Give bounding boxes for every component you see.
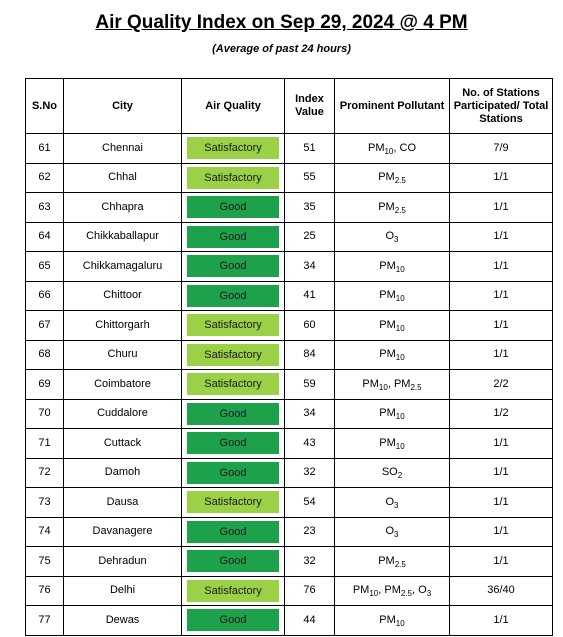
- cell-air-quality: [182, 517, 285, 547]
- pollutant-subscript: 10: [395, 264, 405, 274]
- cell-city: Churu: [64, 340, 182, 370]
- aqi-table: [25, 78, 553, 636]
- cell-stations: 1/1: [450, 311, 553, 341]
- pollutant-name: PM: [384, 584, 401, 597]
- cell-index-value: 32: [285, 547, 335, 577]
- pollutant-subscript: 10: [395, 323, 405, 333]
- cell-prominent-pollutant: [335, 281, 450, 311]
- cell-prominent-pollutant: [335, 606, 450, 636]
- air-quality-badge-good: Good: [187, 285, 279, 307]
- table-row: [26, 517, 553, 547]
- cell-index-value: 25: [285, 222, 335, 252]
- pollutant-name: PM: [379, 613, 396, 626]
- pollutant-name: SO: [381, 466, 398, 479]
- table-row: [26, 606, 553, 636]
- pollutant-subscript: 3: [394, 500, 399, 510]
- cell-sno: 73: [26, 488, 64, 518]
- header-stations: No. of Stations Participated/ Total Stations: [450, 79, 553, 134]
- cell-air-quality: [182, 163, 285, 193]
- cell-stations: 7/9: [450, 134, 553, 164]
- cell-city: Dewas: [64, 606, 182, 636]
- page-subtitle: (Average of past 24 hours): [212, 43, 351, 55]
- air-quality-badge-good: Good: [187, 196, 279, 218]
- cell-air-quality: [182, 429, 285, 459]
- pollutant-name: O: [418, 584, 427, 597]
- pollutant-subscript: 2: [397, 471, 403, 481]
- cell-index-value: 34: [285, 399, 335, 429]
- cell-stations: 1/1: [450, 281, 553, 311]
- cell-city: Chittoor: [64, 281, 182, 311]
- pollutant-subscript: 10: [395, 441, 405, 451]
- cell-sno: 72: [26, 458, 64, 488]
- cell-air-quality: [182, 134, 285, 164]
- cell-sno: 67: [26, 311, 64, 341]
- cell-index-value: 55: [285, 163, 335, 193]
- cell-city: Damoh: [64, 458, 182, 488]
- pollutant-subscript: 3: [394, 235, 399, 245]
- cell-city: Chennai: [64, 134, 182, 164]
- air-quality-badge-satisfactory: Satisfactory: [187, 373, 279, 395]
- cell-sno: 63: [26, 193, 64, 223]
- air-quality-badge-satisfactory: Satisfactory: [187, 167, 279, 189]
- cell-air-quality: [182, 370, 285, 400]
- air-quality-badge-good: Good: [187, 255, 279, 277]
- table-row: [26, 134, 553, 164]
- cell-index-value: 84: [285, 340, 335, 370]
- cell-sno: 68: [26, 340, 64, 370]
- cell-stations: 1/2: [450, 399, 553, 429]
- cell-stations: 1/1: [450, 517, 553, 547]
- table-row: [26, 370, 553, 400]
- cell-stations: 1/1: [450, 252, 553, 282]
- cell-prominent-pollutant: [335, 222, 450, 252]
- air-quality-badge-good: Good: [187, 226, 279, 248]
- table-header-row: [26, 79, 553, 134]
- cell-city: Delhi: [64, 576, 182, 606]
- cell-city: Chhal: [64, 163, 182, 193]
- cell-prominent-pollutant: $PM_{10}$, $PM_{2.5}$: [335, 370, 450, 400]
- table-row: [26, 576, 553, 606]
- pollutant-name: O: [385, 495, 395, 508]
- pollutant-subscript: 10: [384, 146, 394, 156]
- pollutant-subscript: 2.5: [394, 205, 406, 215]
- air-quality-badge-good: Good: [187, 462, 279, 484]
- cell-index-value: 76: [285, 576, 335, 606]
- cell-sno: 65: [26, 252, 64, 282]
- cell-index-value: 51: [285, 134, 335, 164]
- cell-city: Chikkamagaluru: [64, 252, 182, 282]
- cell-stations: 1/1: [450, 193, 553, 223]
- air-quality-badge-good: Good: [187, 609, 279, 631]
- pollutant-name: PM: [379, 289, 396, 302]
- cell-stations: 1/1: [450, 163, 553, 193]
- cell-stations: 1/1: [450, 340, 553, 370]
- pollutant-name: PM: [378, 554, 395, 567]
- cell-prominent-pollutant: [335, 429, 450, 459]
- pollutant-name: PM: [379, 259, 396, 272]
- cell-air-quality: [182, 547, 285, 577]
- header-air-quality: Air Quality: [182, 79, 285, 134]
- cell-city: Davanagere: [64, 517, 182, 547]
- cell-prominent-pollutant: [335, 547, 450, 577]
- table-row: [26, 340, 553, 370]
- cell-index-value: 54: [285, 488, 335, 518]
- header-sno: S.No: [26, 79, 64, 134]
- cell-index-value: 32: [285, 458, 335, 488]
- cell-stations: 36/40: [450, 576, 553, 606]
- header-prominent-pollutant: Prominent Pollutant: [335, 79, 450, 134]
- cell-index-value: 34: [285, 252, 335, 282]
- table-row: [26, 252, 553, 282]
- cell-prominent-pollutant: [335, 340, 450, 370]
- cell-air-quality: [182, 488, 285, 518]
- cell-air-quality: [182, 281, 285, 311]
- cell-prominent-pollutant: [335, 311, 450, 341]
- table-row: [26, 193, 553, 223]
- air-quality-badge-satisfactory: Satisfactory: [187, 491, 279, 513]
- pollutant-name: O: [385, 525, 395, 538]
- header-city: City: [64, 79, 182, 134]
- pollutant-subscript: 2.5: [394, 559, 406, 569]
- pollutant-name: CO: [399, 141, 417, 154]
- pollutant-name: PM: [378, 171, 395, 184]
- pollutant-subscript: 3: [426, 589, 432, 599]
- aqi-table-body: [26, 134, 553, 636]
- cell-stations: 1/1: [450, 429, 553, 459]
- cell-index-value: 60: [285, 311, 335, 341]
- cell-prominent-pollutant: [335, 458, 450, 488]
- pollutant-subscript: 10: [395, 353, 405, 363]
- cell-city: Dausa: [64, 488, 182, 518]
- cell-city: Coimbatore: [64, 370, 182, 400]
- cell-stations: 1/1: [450, 222, 553, 252]
- cell-city: Chikkaballapur: [64, 222, 182, 252]
- cell-index-value: 35: [285, 193, 335, 223]
- air-quality-badge-good: Good: [187, 403, 279, 425]
- cell-sno: 64: [26, 222, 64, 252]
- cell-air-quality: [182, 458, 285, 488]
- table-row: [26, 458, 553, 488]
- cell-city: Cuttack: [64, 429, 182, 459]
- cell-index-value: 43: [285, 429, 335, 459]
- cell-city: Dehradun: [64, 547, 182, 577]
- cell-index-value: 44: [285, 606, 335, 636]
- pollutant-subscript: 2.5: [400, 589, 412, 599]
- cell-index-value: 41: [285, 281, 335, 311]
- cell-index-value: 23: [285, 517, 335, 547]
- table-row: [26, 429, 553, 459]
- pollutant-subscript: 2.5: [410, 382, 422, 392]
- cell-prominent-pollutant: [335, 193, 450, 223]
- cell-sno: 74: [26, 517, 64, 547]
- cell-prominent-pollutant: [335, 163, 450, 193]
- cell-city: Chhapra: [64, 193, 182, 223]
- cell-air-quality: [182, 399, 285, 429]
- cell-stations: 1/1: [450, 458, 553, 488]
- cell-sno: 61: [26, 134, 64, 164]
- pollutant-name: PM: [379, 436, 396, 449]
- pollutant-name: O: [385, 230, 395, 243]
- cell-stations: 1/1: [450, 488, 553, 518]
- pollutant-subscript: 10: [395, 294, 405, 304]
- pollutant-subscript: 3: [394, 530, 399, 540]
- cell-sno: 70: [26, 399, 64, 429]
- air-quality-badge-good: Good: [187, 550, 279, 572]
- air-quality-badge-good: Good: [187, 432, 279, 454]
- table-row: [26, 281, 553, 311]
- cell-air-quality: [182, 311, 285, 341]
- cell-prominent-pollutant: [335, 488, 450, 518]
- table-row: [26, 222, 553, 252]
- pollutant-name: PM: [393, 377, 411, 390]
- cell-stations: 1/1: [450, 547, 553, 577]
- air-quality-badge-good: Good: [187, 521, 279, 543]
- table-row: [26, 311, 553, 341]
- pollutant-subscript: 10: [378, 382, 388, 392]
- table-row: [26, 163, 553, 193]
- cell-sno: 62: [26, 163, 64, 193]
- pollutant-subscript: 2.5: [394, 176, 406, 186]
- air-quality-badge-satisfactory: Satisfactory: [187, 344, 279, 366]
- pollutant-name: PM: [378, 200, 395, 213]
- cell-sno: 69: [26, 370, 64, 400]
- cell-sno: 71: [26, 429, 64, 459]
- air-quality-badge-satisfactory: Satisfactory: [187, 314, 279, 336]
- cell-sno: 66: [26, 281, 64, 311]
- cell-air-quality: [182, 340, 285, 370]
- cell-city: Chittorgarh: [64, 311, 182, 341]
- pollutant-name: PM: [379, 407, 396, 420]
- cell-prominent-pollutant: $PM_{10}$, $PM_{2.5}$, $O_3$: [335, 576, 450, 606]
- cell-sno: 77: [26, 606, 64, 636]
- air-quality-badge-satisfactory: Satisfactory: [187, 580, 279, 602]
- cell-air-quality: [182, 193, 285, 223]
- cell-prominent-pollutant: $PM_{10}$, CO: [335, 134, 450, 164]
- pollutant-subscript: 10: [395, 412, 405, 422]
- page-title: Air Quality Index on Sep 29, 2024 @ 4 PM: [95, 12, 468, 33]
- cell-prominent-pollutant: [335, 252, 450, 282]
- table-row: [26, 399, 553, 429]
- pollutant-name: PM: [362, 377, 379, 390]
- pollutant-name: PM: [379, 348, 396, 361]
- cell-sno: 76: [26, 576, 64, 606]
- pollutant-subscript: 10: [395, 618, 405, 628]
- header-index-value: Index Value: [285, 79, 335, 134]
- pollutant-name: PM: [379, 318, 396, 331]
- pollutant-name: PM: [367, 141, 385, 154]
- cell-air-quality: [182, 576, 285, 606]
- cell-prominent-pollutant: [335, 517, 450, 547]
- cell-index-value: 59: [285, 370, 335, 400]
- cell-air-quality: [182, 222, 285, 252]
- cell-prominent-pollutant: [335, 399, 450, 429]
- pollutant-name: PM: [352, 584, 370, 597]
- cell-sno: 75: [26, 547, 64, 577]
- cell-air-quality: [182, 252, 285, 282]
- cell-stations: 2/2: [450, 370, 553, 400]
- cell-stations: 1/1: [450, 606, 553, 636]
- cell-air-quality: [182, 606, 285, 636]
- cell-city: Cuddalore: [64, 399, 182, 429]
- air-quality-badge-satisfactory: Satisfactory: [187, 137, 279, 159]
- pollutant-subscript: 10: [369, 589, 379, 599]
- table-row: [26, 547, 553, 577]
- table-row: [26, 488, 553, 518]
